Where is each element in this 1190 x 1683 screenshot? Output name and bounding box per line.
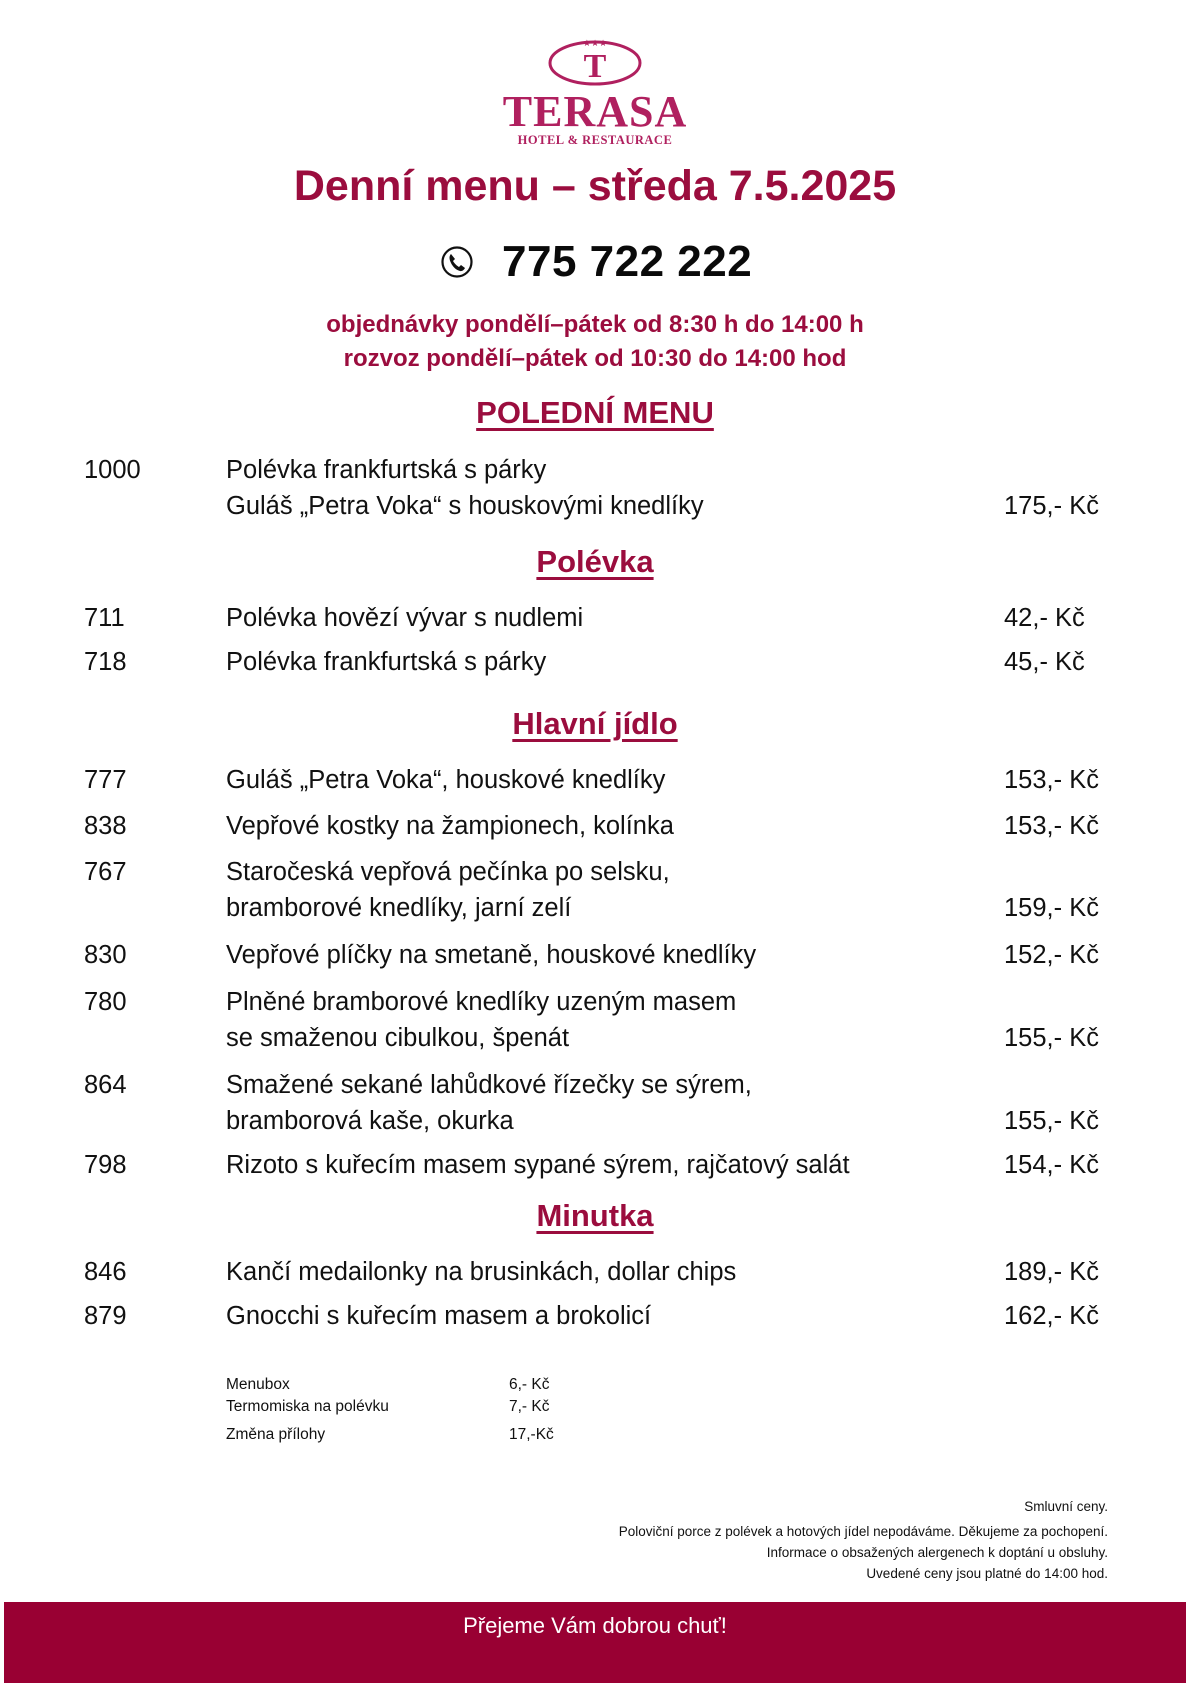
item-name: Guláš „Petra Voka“, houskové knedlíky: [226, 766, 666, 794]
footer-greeting: Přejeme Vám dobrou chuť!: [463, 1613, 727, 1638]
extra-name: Menubox: [226, 1376, 290, 1393]
item-name-line2: bramborová kaše, okurka: [226, 1107, 514, 1135]
svg-text:★★★: ★★★: [582, 39, 608, 49]
item-code: 846: [84, 1258, 127, 1286]
item-price: 153,- Kč: [1004, 812, 1099, 840]
orders-hours: objednávky pondělí–pátek od 8:30 h do 14:00 h: [326, 311, 864, 338]
item-name: Gnocchi s kuřecím masem a brokolicí: [226, 1302, 652, 1330]
item-price: 152,- Kč: [1004, 941, 1099, 969]
item-name: Kančí medailonky na brusinkách, dollar chips: [226, 1258, 737, 1286]
item-price: 154,- Kč: [1004, 1151, 1099, 1179]
section-title-lunch: POLEDNÍ MENU: [476, 395, 714, 430]
extra-name: Termomiska na polévku: [226, 1398, 389, 1415]
note-price-validity: Uvedené ceny jsou platné do 14:00 hod.: [866, 1566, 1108, 1581]
item-code: 879: [84, 1302, 127, 1330]
section-title-minutka: Minutka: [536, 1198, 654, 1233]
item-price: 153,- Kč: [1004, 766, 1099, 794]
footer-bar: [4, 1602, 1186, 1683]
item-price: 42,- Kč: [1004, 604, 1085, 632]
phone-number: 775 722 222: [502, 237, 753, 286]
section-title-main: Hlavní jídlo: [512, 706, 678, 741]
item-price: 162,- Kč: [1004, 1302, 1099, 1330]
page-title: Denní menu – středa 7.5.2025: [293, 162, 897, 210]
item-name: Staročeská vepřová pečínka po selsku,: [226, 858, 670, 886]
item-code: 798: [84, 1151, 127, 1179]
item-code: 838: [84, 812, 127, 840]
item-code: 780: [84, 988, 127, 1016]
item-code: 711: [84, 604, 125, 632]
item-price: 155,- Kč: [1004, 1107, 1099, 1135]
item-code: 777: [84, 766, 127, 794]
note-allergens: Informace o obsažených alergenech k doptání u obsluhy.: [766, 1545, 1108, 1560]
extra-price: 6,- Kč: [509, 1376, 550, 1393]
item-name: Polévka frankfurtská s párky: [226, 648, 547, 676]
item-price: 155,- Kč: [1004, 1024, 1099, 1052]
item-name-line2: Guláš „Petra Voka“ s houskovými knedlíky: [226, 492, 704, 520]
item-name: Smažené sekané lahůdkové řízečky se sýrem,: [226, 1071, 752, 1099]
item-name: Vepřové plíčky na smetaně, houskové knedlíky: [226, 941, 757, 969]
brand-name: TERASA: [502, 87, 688, 136]
item-price: 45,- Kč: [1004, 648, 1085, 676]
phone-line: [440, 236, 752, 288]
item-price: 189,- Kč: [1004, 1258, 1099, 1286]
extra-price: 17,-Kč: [509, 1426, 554, 1443]
item-name: Vepřové kostky na žampionech, kolínka: [226, 812, 674, 840]
extra-name: Změna přílohy: [226, 1426, 326, 1443]
notes: [619, 1496, 1108, 1584]
item-code: 1000: [84, 456, 141, 484]
delivery-hours: rozvoz pondělí–pátek od 10:30 do 14:00 hod: [343, 345, 847, 372]
item-name-line2: se smaženou cibulkou, špenát: [226, 1024, 570, 1052]
item-price: 175,- Kč: [1004, 492, 1099, 520]
section-title-soup: Polévka: [536, 544, 654, 579]
item-code: 864: [84, 1071, 127, 1099]
note-contract-prices: Smluvní ceny.: [1024, 1499, 1108, 1514]
item-name: Plněné bramborové knedlíky uzeným masem: [226, 988, 737, 1016]
item-price: 159,- Kč: [1004, 894, 1099, 922]
item-name: Polévka hovězí vývar s nudlemi: [226, 604, 584, 632]
item-name-line2: bramborové knedlíky, jarní zelí: [226, 894, 572, 922]
item-name: Polévka frankfurtská s párky: [226, 456, 547, 484]
item-code: 718: [84, 648, 127, 676]
item-name: Rizoto s kuřecím masem sypané sýrem, rajčatový salát: [226, 1151, 850, 1179]
item-code: 767: [84, 858, 127, 886]
logo-letter: T: [583, 48, 607, 85]
extra-price: 7,- Kč: [509, 1398, 550, 1415]
phone-icon: [440, 245, 474, 279]
brand-tagline: HOTEL & RESTAURACE: [517, 133, 673, 147]
note-half-portions: Poloviční porce z polévek a hotových jídel nepodáváme. Děkujeme za pochopení.: [618, 1524, 1108, 1539]
item-code: 830: [84, 941, 127, 969]
